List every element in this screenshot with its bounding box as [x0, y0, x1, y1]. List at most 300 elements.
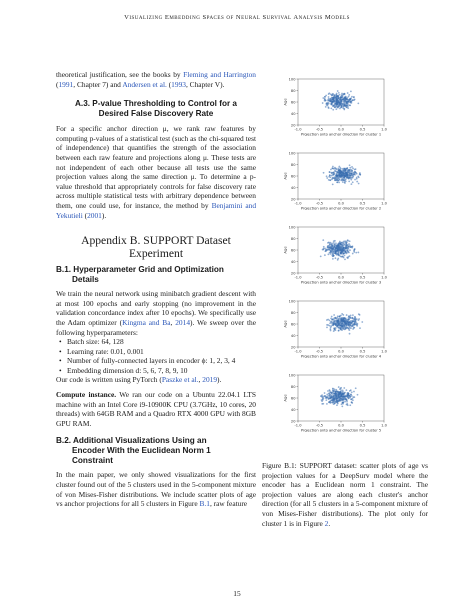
scatter-point [338, 386, 340, 388]
y-tick-label: 40 [290, 111, 296, 116]
section-a3-title: A.3. P-value Thresholding to Control for a Desired False Discovery Rate [75, 99, 237, 119]
scatter-point [342, 402, 344, 404]
scatter-point [342, 394, 344, 396]
scatter-point [353, 249, 355, 251]
intro-paragraph: theoretical justification, see the books by Fleming and Harrington (1991, Chapter 7) and Andersen et al. (1993, Chapter V). [56, 70, 256, 89]
scatter-point [350, 183, 352, 185]
citation-fleming[interactable]: Fleming and Harrington [183, 70, 256, 79]
scatter-point [353, 396, 355, 398]
y-tick-label: 20 [290, 419, 296, 424]
scatter-point [325, 399, 327, 401]
scatter-point [323, 246, 325, 248]
scatter-point [348, 96, 350, 98]
scatter-point [341, 256, 343, 258]
scatter-point [329, 322, 331, 324]
scatter-point [346, 250, 348, 252]
scatter-point [343, 108, 345, 110]
scatter-point [328, 93, 330, 95]
scatter-point [335, 94, 337, 96]
x-tick-label: -1.0 [294, 127, 302, 132]
scatter-point [350, 98, 352, 100]
compute-paragraph: Compute instance. We ran our code on a Ubuntu 22.04.1 LTS machine with an Intel Core i9-10900K CPU (3.7GHz, 10 cores, 20 threads) with 64GB RAM and a Quadro RTX 4000 GPU with 8GB GPU RAM. [56, 390, 256, 428]
x-tick-label: -0.5 [315, 201, 324, 206]
scatter-point [326, 248, 328, 250]
x-tick-label: 0.0 [338, 127, 344, 132]
scatter-point [358, 313, 360, 315]
scatter-point [337, 258, 339, 260]
scatter-point [353, 97, 355, 99]
scatter-point [345, 172, 347, 174]
scatter-point [341, 326, 343, 328]
scatter-point [341, 93, 343, 95]
scatter-point [332, 402, 334, 404]
scatter-point [350, 315, 352, 317]
scatter-point [347, 107, 349, 109]
scatter-point [346, 168, 348, 170]
scatter-point [338, 104, 340, 106]
y-tick-label: 80 [290, 162, 296, 167]
scatter-point [332, 247, 334, 249]
scatter-point [339, 175, 341, 177]
scatter-point [327, 242, 329, 244]
scatter-point [341, 395, 343, 397]
scatter-point [349, 249, 351, 251]
citation-kingma[interactable]: Kingma and Ba [122, 317, 171, 327]
scatter-point [325, 106, 327, 108]
scatter-point [348, 94, 350, 96]
scatter-point [321, 396, 323, 398]
scatter-point [321, 403, 323, 405]
scatter-point [331, 102, 333, 104]
x-tick-label: 0.5 [359, 423, 366, 428]
scatter-point [329, 171, 331, 173]
scatter-point [348, 177, 350, 179]
scatter-point [357, 103, 359, 105]
scatter-point [333, 330, 335, 332]
x-tick-label: -0.5 [315, 423, 324, 428]
scatter-point [349, 255, 351, 257]
scatter-point [352, 99, 354, 101]
citation-kingma-year[interactable]: 2014 [175, 317, 191, 327]
scatter-point [355, 321, 357, 323]
figure-caption: Figure B.1: SUPPORT dataset: scatter plots of age vs projection values for a DeepSurv model where the encoder has a Euclidean norm 1 constraint. The projection values are along each cluster's anchor direction (for all 5 clusters in a 5-component mixture of von Mises-Fisher distributions). The plot only for cluster 1 is in Figure 2. [262, 461, 428, 528]
scatter-point [325, 100, 327, 102]
scatter-point [347, 396, 349, 398]
scatter-point [320, 255, 322, 257]
scatter-point [345, 178, 347, 180]
scatter-point [336, 246, 338, 248]
scatter-point [352, 177, 354, 179]
scatter-point [346, 314, 348, 316]
citation-benjamini[interactable]: Benjamini and Yekutieli [56, 200, 257, 220]
y-tick-label: 80 [290, 310, 296, 315]
scatter-point [337, 324, 339, 326]
scatter-point [344, 181, 346, 183]
scatter-point [334, 321, 336, 323]
scatter-point [350, 90, 352, 92]
list-item: • Embedding dimension d: 5, 6, 7, 8, 9, 10 [67, 366, 256, 376]
scatter-point [326, 326, 328, 328]
scatter-point [340, 249, 342, 251]
scatter-point [351, 246, 353, 248]
scatter-point [327, 253, 329, 255]
scatter-point [325, 95, 327, 97]
scatter-point [349, 167, 351, 169]
scatter-point [331, 392, 333, 394]
scatter-point [358, 183, 360, 185]
scatter-point [344, 317, 346, 319]
scatter-point [347, 327, 349, 329]
x-tick-label: 1.0 [381, 127, 387, 132]
scatter-point [344, 97, 346, 99]
scatter-point [338, 330, 340, 332]
scatter-point [346, 98, 348, 100]
scatter-point [344, 401, 346, 403]
scatter-point [357, 394, 359, 396]
citation-benjamini-year[interactable]: 2001 [87, 210, 102, 220]
x-axis-label: Projection onto anchor direction for cluster 5 [300, 428, 382, 433]
scatter-point [324, 254, 326, 256]
x-tick-label: -1.0 [294, 275, 302, 280]
scatter-point [353, 99, 355, 101]
y-tick-label: 80 [290, 88, 296, 93]
scatter-point [346, 244, 348, 246]
citation-fleming-year[interactable]: 1991 [58, 79, 74, 89]
scatter-point [341, 393, 343, 395]
y-tick-label: 100 [288, 299, 296, 304]
scatter-point [340, 103, 342, 105]
scatter-point [345, 175, 347, 177]
scatter-point [341, 168, 343, 170]
scatter-point [341, 253, 343, 255]
scatter-point [352, 318, 354, 320]
scatter-point [330, 251, 332, 253]
scatter-point [331, 172, 333, 174]
scatter-point [335, 103, 337, 105]
scatter-point [352, 181, 354, 183]
scatter-point [337, 102, 339, 104]
y-tick-label: 60 [290, 174, 296, 179]
scatter-point [332, 245, 334, 247]
y-tick-label: 40 [290, 259, 296, 264]
scatter-point [341, 176, 343, 178]
y-tick-label: 40 [290, 407, 296, 412]
scatter-point [349, 164, 351, 166]
scatter-point [355, 324, 357, 326]
scatter-point [341, 329, 343, 331]
scatter-point [342, 98, 344, 100]
scatter-point [330, 396, 332, 398]
scatter-point [331, 97, 333, 99]
scatter-point [336, 181, 338, 183]
scatter-point [336, 179, 338, 181]
scatter-point [338, 182, 340, 184]
y-tick-label: 80 [290, 384, 296, 389]
scatter-point [335, 392, 337, 394]
x-tick-label: 0.0 [338, 275, 344, 280]
scatter-point [334, 398, 336, 400]
scatter-point [328, 98, 330, 100]
y-tick-label: 20 [290, 271, 296, 276]
scatter-point [346, 401, 348, 403]
figure-ref-2[interactable]: 2 [324, 518, 329, 528]
y-tick-label: 20 [290, 197, 296, 202]
scatter-point [342, 181, 344, 183]
x-tick-label: 1.0 [381, 275, 387, 280]
scatter-point [343, 252, 345, 254]
y-axis-label: Age [282, 98, 288, 106]
scatter-point [329, 390, 331, 392]
scatter-point [341, 171, 343, 173]
scatter-point [331, 399, 333, 401]
scatter-point [359, 327, 361, 329]
scatter-point [342, 248, 344, 250]
scatter-point [351, 170, 353, 172]
x-tick-label: 1.0 [381, 349, 387, 354]
scatter-point [334, 252, 336, 254]
scatter-point [353, 251, 355, 253]
scatter-point [348, 181, 350, 183]
scatter-point [358, 176, 360, 178]
scatter-point [332, 174, 334, 176]
scatter-point [334, 167, 336, 169]
citation-andersen[interactable]: Andersen et al. [122, 79, 167, 89]
scatter-point [335, 329, 337, 331]
scatter-point [326, 175, 328, 177]
scatter-point [331, 243, 333, 245]
scatter-point [332, 177, 334, 179]
scatter-point [343, 396, 345, 398]
scatter-point [343, 392, 345, 394]
citation-paszke[interactable]: Paszke et al. [161, 375, 199, 385]
x-axis-label: Projection onto anchor direction for cluster 4 [300, 354, 382, 359]
scatter-point [350, 322, 352, 324]
scatter-point [336, 321, 338, 323]
scatter-point [322, 97, 324, 99]
scatter-point [332, 325, 334, 327]
scatter-point [335, 175, 337, 177]
scatter-point [342, 314, 344, 316]
scatter-point [345, 251, 347, 253]
scatter-point [349, 105, 351, 107]
scatter-point [327, 319, 329, 321]
x-tick-label: 0.0 [338, 423, 344, 428]
section-b2-title: B.2. Additional Visualizations Using an Encoder With the Euclidean Norm 1 Constraint [56, 436, 211, 466]
scatter-point [325, 396, 327, 398]
list-item: • Number of fully-connected layers in encoder ϕ: 1, 2, 3, 4 [67, 356, 256, 366]
scatter-point [347, 392, 349, 394]
hyperparameter-list [56, 337, 256, 375]
scatter-point [327, 324, 329, 326]
scatter-point [353, 324, 355, 326]
scatter-point [353, 391, 355, 393]
section-a3-body: For a specific anchor direction μ, we rank raw features by computing p-values of a statistical test (such as the chi-squared test of independence) that quantifies the strength of the association between each raw feature and projections along μ. These tests are not independent of each other because all tests use the same projection values along the same direction μ. To determine a p-value threshold that appropriately controls for false discovery rate across multiple statistical tests with arbitrary dependence between them, one could use, for instance, the method by Benjamini and Yekutieli (2001). [56, 124, 257, 220]
scatter-point [329, 247, 331, 249]
scatter-point [348, 325, 350, 327]
scatter-point [339, 322, 341, 324]
scatter-point [332, 251, 334, 253]
scatter-point [332, 167, 334, 169]
scatter-point [333, 393, 335, 395]
scatter-point [350, 324, 352, 326]
scatter-point [349, 316, 351, 318]
scatter-point [353, 327, 355, 329]
scatter-point [332, 99, 334, 101]
scatter-point [340, 106, 342, 108]
scatter-point [330, 169, 332, 171]
scatter-point [339, 325, 341, 327]
scatter-point [346, 102, 348, 104]
scatter-point [354, 179, 356, 181]
scatter-point [356, 177, 358, 179]
scatter-point [336, 402, 338, 404]
scatter-point [334, 170, 336, 172]
scatter-point [338, 392, 340, 394]
scatter-point [341, 403, 343, 405]
scatter-point [340, 101, 342, 103]
scatter-point [330, 253, 332, 255]
scatter-point [329, 398, 331, 400]
y-axis-label: Age [282, 246, 288, 254]
scatter-point [348, 252, 350, 254]
scatter-point [324, 250, 326, 252]
scatter-point [343, 177, 345, 179]
citation-andersen-year[interactable]: 1993 [171, 79, 186, 89]
scatter-point [346, 248, 348, 250]
scatter-point [332, 258, 334, 260]
scatter-point [345, 169, 347, 171]
scatter-point [338, 178, 340, 180]
page-number: 15 [233, 589, 241, 598]
x-tick-label: 1.0 [381, 201, 387, 206]
scatter-point [332, 391, 334, 393]
scatter-point [329, 328, 331, 330]
scatter-point [326, 403, 328, 405]
scatter-point [344, 99, 346, 101]
scatter-point [336, 254, 338, 256]
scatter-point [341, 244, 343, 246]
x-tick-label: 0.5 [359, 275, 366, 280]
scatter-point [346, 320, 348, 322]
scatter-point [346, 403, 348, 405]
scatter-point [322, 102, 324, 104]
citation-paszke-year[interactable]: 2019 [202, 375, 218, 385]
scatter-point [342, 179, 344, 181]
scatter-point [347, 240, 349, 242]
y-tick-label: 40 [290, 185, 296, 190]
scatter-point [346, 105, 348, 107]
scatter-point [356, 173, 358, 175]
scatter-point [327, 245, 329, 247]
scatter-point [326, 177, 328, 179]
scatter-point [351, 96, 353, 98]
scatter-point [343, 240, 345, 242]
scatter-point [351, 401, 353, 403]
scatter-point [328, 395, 330, 397]
scatter-point [334, 402, 336, 404]
scatter-point [345, 327, 347, 329]
scatter-point [328, 176, 330, 178]
y-axis-label: Age [282, 320, 288, 328]
scatter-point [335, 327, 337, 329]
y-axis-label: Age [282, 172, 288, 180]
scatter-point [338, 242, 340, 244]
y-tick-label: 100 [288, 77, 296, 82]
scatter-point [344, 93, 346, 95]
scatter-point [326, 393, 328, 395]
scatter-point [348, 246, 350, 248]
scatter-point [340, 391, 342, 393]
scatter-plot-cluster-4 [282, 298, 387, 360]
y-tick-label: 60 [290, 248, 296, 253]
scatter-point [350, 394, 352, 396]
scatter-point [332, 166, 334, 168]
x-tick-label: 0.0 [338, 201, 344, 206]
scatter-point [350, 389, 352, 391]
x-tick-label: 0.0 [338, 349, 344, 354]
x-tick-label: 0.5 [359, 127, 366, 132]
scatter-point [350, 101, 352, 103]
scatter-point [335, 396, 337, 398]
y-tick-label: 100 [288, 151, 296, 156]
x-tick-label: -0.5 [315, 349, 324, 354]
scatter-point [329, 400, 331, 402]
y-axis-label: Age [282, 394, 288, 402]
scatter-point [335, 106, 337, 108]
scatter-point [345, 319, 347, 321]
y-tick-label: 60 [290, 322, 296, 327]
x-tick-label: -1.0 [294, 201, 302, 206]
scatter-point [346, 241, 348, 243]
x-tick-label: 0.5 [359, 201, 366, 206]
scatter-point [352, 172, 354, 174]
scatter-point [339, 170, 341, 172]
scatter-point [334, 401, 336, 403]
scatter-point [338, 172, 340, 174]
scatter-point [322, 398, 324, 400]
scatter-point [338, 174, 340, 176]
scatter-point [349, 404, 351, 406]
scatter-point [332, 109, 334, 111]
scatter-point [352, 167, 354, 169]
scatter-point [331, 394, 333, 396]
scatter-point [345, 398, 347, 400]
list-item: • Learning rate: 0.01, 0.001 [67, 347, 256, 357]
scatter-point [335, 242, 337, 244]
scatter-point [340, 246, 342, 248]
scatter-point [328, 96, 330, 98]
scatter-point [351, 172, 353, 174]
scatter-point [340, 319, 342, 321]
scatter-point [349, 240, 351, 242]
scatter-point [357, 252, 359, 254]
scatter-point [327, 390, 329, 392]
appendix-b-title: Appendix B. SUPPORT Dataset Experiment [81, 234, 231, 261]
scatter-point [351, 391, 353, 393]
scatter-point [352, 399, 354, 401]
x-tick-label: 1.0 [381, 423, 387, 428]
scatter-plot-cluster-3 [282, 224, 387, 286]
scatter-point [334, 101, 336, 103]
scatter-point [332, 322, 334, 324]
scatter-point [331, 316, 333, 318]
scatter-point [348, 317, 350, 319]
figure-ref-b1[interactable]: B.1 [199, 499, 210, 509]
scatter-point [330, 327, 332, 329]
running-head: Visualizing Embedding Spaces of Neural Survival Analysis Models [124, 14, 350, 21]
scatter-plot-cluster-5 [282, 372, 387, 434]
scatter-point [345, 100, 347, 102]
